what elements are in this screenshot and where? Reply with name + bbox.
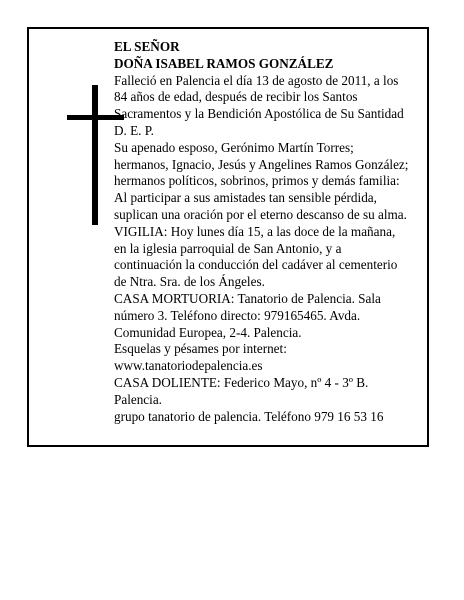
- text-line-vigil: VIGILIA: Hoy lunes día 15, a las doce de la mañana,: [114, 223, 396, 239]
- text-line-cemetery: de Ntra. Sra. de los Ángeles.: [114, 274, 265, 290]
- latin-cross-icon: [92, 85, 98, 225]
- text-line-dep: D. E. P.: [114, 122, 154, 138]
- text-line-family: hermanos políticos, sobrinos, primos y demás familia:: [114, 173, 400, 189]
- text-line-church: en la iglesia parroquial de San Antonio, y a: [114, 240, 342, 256]
- obituary-text: [114, 39, 424, 425]
- text-line-death-announcement: Falleció en Palencia el día 13 de agosto de 2011, a los: [114, 72, 399, 88]
- text-line-funeral-home: CASA MORTUORIA: Tanatorio de Palencia. Sala: [114, 290, 381, 306]
- text-line-friends: Al participar a sus amistades tan sensible pérdida,: [114, 190, 377, 206]
- text-line-internet: Esquelas y pésames por internet:: [114, 341, 287, 357]
- text-line-sacraments: Sacramentos y la Bendición Apostólica de Su Santidad: [114, 106, 404, 122]
- text-line-city: Palencia.: [114, 391, 162, 407]
- text-line-prayer: suplican una oración por el eterno descanso de su alma.: [114, 206, 407, 222]
- text-line-mourning-house: CASA DOLIENTE: Federico Mayo, nº 4 - 3º B.: [114, 374, 369, 390]
- text-line-address: Comunidad Europea, 2-4. Palencia.: [114, 324, 302, 340]
- text-line-website: www.tanatoriodepalencia.es: [114, 358, 263, 374]
- text-line-spouse: Su apenado esposo, Gerónimo Martín Torres;: [114, 139, 354, 155]
- text-line-room-phone: número 3. Teléfono directo: 979165465. Avda.: [114, 307, 361, 323]
- deceased-name: DOÑA ISABEL RAMOS GONZÁLEZ: [114, 55, 334, 71]
- text-line-group-phone: grupo tanatorio de palencia. Teléfono 979 16 53 16: [114, 408, 384, 424]
- text-line-siblings: hermanos, Ignacio, Jesús y Angelines Ramos González;: [114, 156, 409, 172]
- text-line-procession: continuación la conducción del cadáver al cementerio: [114, 257, 398, 273]
- text-line-age: 84 años de edad, después de recibir los Santos: [114, 89, 358, 105]
- notice-heading-title: EL SEÑOR: [114, 39, 180, 54]
